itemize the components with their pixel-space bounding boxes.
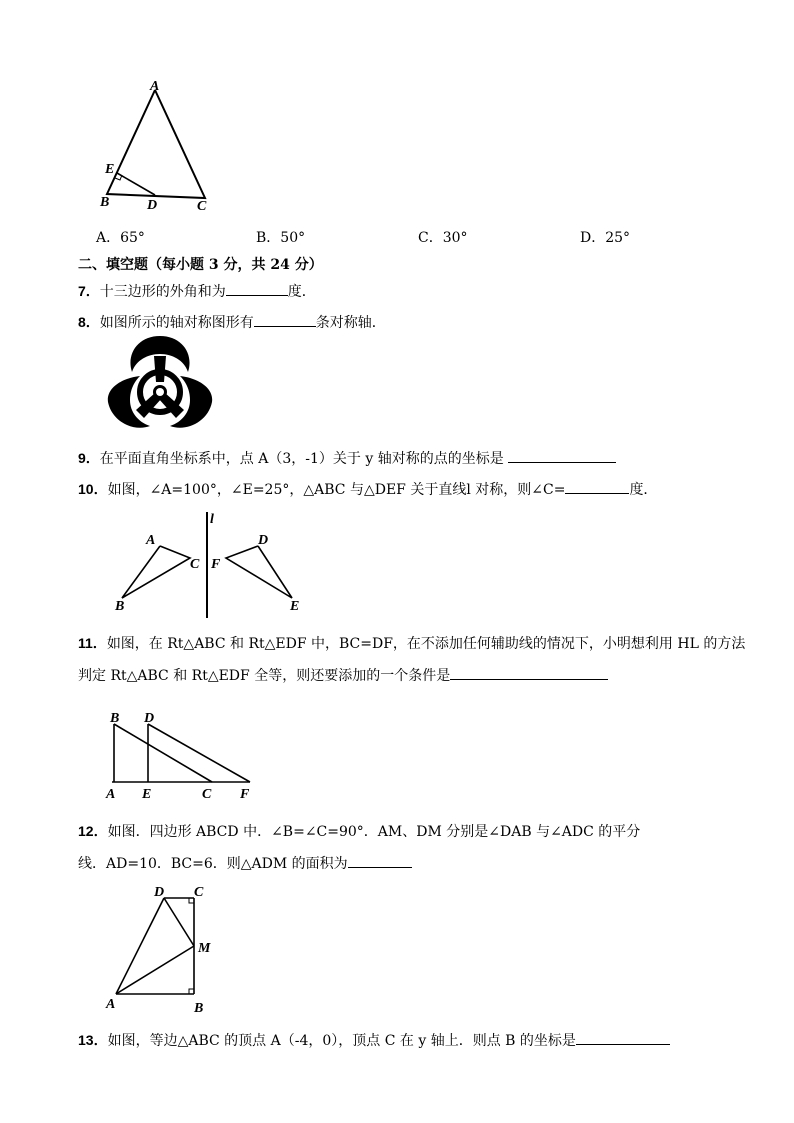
label-B: B <box>100 195 110 210</box>
option-c: C．30° <box>418 230 468 246</box>
option-d: D．25° <box>580 230 631 246</box>
label-B: B <box>115 599 125 614</box>
label-F: F <box>240 787 250 802</box>
answer-blank[interactable] <box>576 1030 670 1045</box>
label-B: B <box>110 711 120 726</box>
question-number: 13． <box>78 1032 108 1048</box>
question-12-line2: 线．AD=10．BC=6．则△ADM 的面积为 <box>78 853 412 873</box>
label-D: D <box>147 198 158 213</box>
answer-blank[interactable] <box>565 479 629 494</box>
question-number: 12． <box>78 823 108 839</box>
question-number: 10． <box>78 481 108 497</box>
question-11-line1: 11．如图，在 Rt△ABC 和 Rt△EDF 中，BC=DF，在不添加任何辅助线的情况下，小明想利用 HL 的方法 <box>78 635 746 652</box>
label-F: F <box>211 557 221 572</box>
answer-blank[interactable] <box>254 312 316 327</box>
option-b: B．50° <box>256 230 306 246</box>
label-C: C <box>190 557 200 572</box>
question-10: 10．如图，∠A=100°，∠E=25°，△ABC 与△DEF 关于直线l 对称，则∠C= 度． <box>78 481 658 498</box>
label-E: E <box>290 599 300 614</box>
label-E: E <box>142 787 152 802</box>
label-E: E <box>105 162 115 177</box>
label-C: C <box>202 787 212 802</box>
label-A: A <box>146 533 156 548</box>
triangle-figure-q6 <box>95 78 225 218</box>
label-B: B <box>194 1001 204 1016</box>
triangles-figure-q11 <box>104 708 264 802</box>
label-C: C <box>194 885 204 900</box>
quadrilateral-figure-q12 <box>104 880 224 1018</box>
answer-blank[interactable] <box>450 665 608 680</box>
question-9: 9．在平面直角坐标系中，点 A（3，-1）关于 y 轴对称的点的坐标是 <box>78 448 616 468</box>
question-number: 9． <box>78 450 100 466</box>
label-M: M <box>198 941 211 956</box>
answer-blank[interactable] <box>348 853 412 868</box>
question-11-line2: 判定 Rt△ABC 和 Rt△EDF 全等，则还要添加的一个条件是 <box>78 665 608 685</box>
answer-blank[interactable] <box>508 448 616 463</box>
label-l: l <box>210 512 214 527</box>
section-heading: 二、填空题（每小题 3 分，共 24 分） <box>78 257 323 273</box>
biohazard-symbol <box>104 334 216 434</box>
label-A: A <box>106 997 116 1012</box>
symmetry-figure-q10 <box>110 508 310 620</box>
question-8: 8．如图所示的轴对称图形有 条对称轴． <box>78 314 386 331</box>
question-7: 7．十三边形的外角和为 度． <box>78 283 316 300</box>
question-number: 11． <box>78 635 107 651</box>
question-number: 7． <box>78 283 100 299</box>
label-D: D <box>258 533 269 548</box>
label-A: A <box>106 787 116 802</box>
label-D: D <box>154 885 165 900</box>
option-a: A．65° <box>96 230 145 246</box>
question-number: 8． <box>78 314 100 330</box>
label-D: D <box>144 711 155 726</box>
label-C: C <box>197 199 207 214</box>
answer-blank[interactable] <box>226 281 288 296</box>
question-13: 13．如图，等边△ABC 的顶点 A（-4，0），顶点 C 在 y 轴上．则点 B 的坐标是 <box>78 1030 670 1050</box>
label-A: A <box>150 79 160 94</box>
question-12-line1: 12．如图．四边形 ABCD 中．∠B=∠C=90°．AM、DM 分别是∠DAB 与∠ADC 的平分 <box>78 823 641 840</box>
